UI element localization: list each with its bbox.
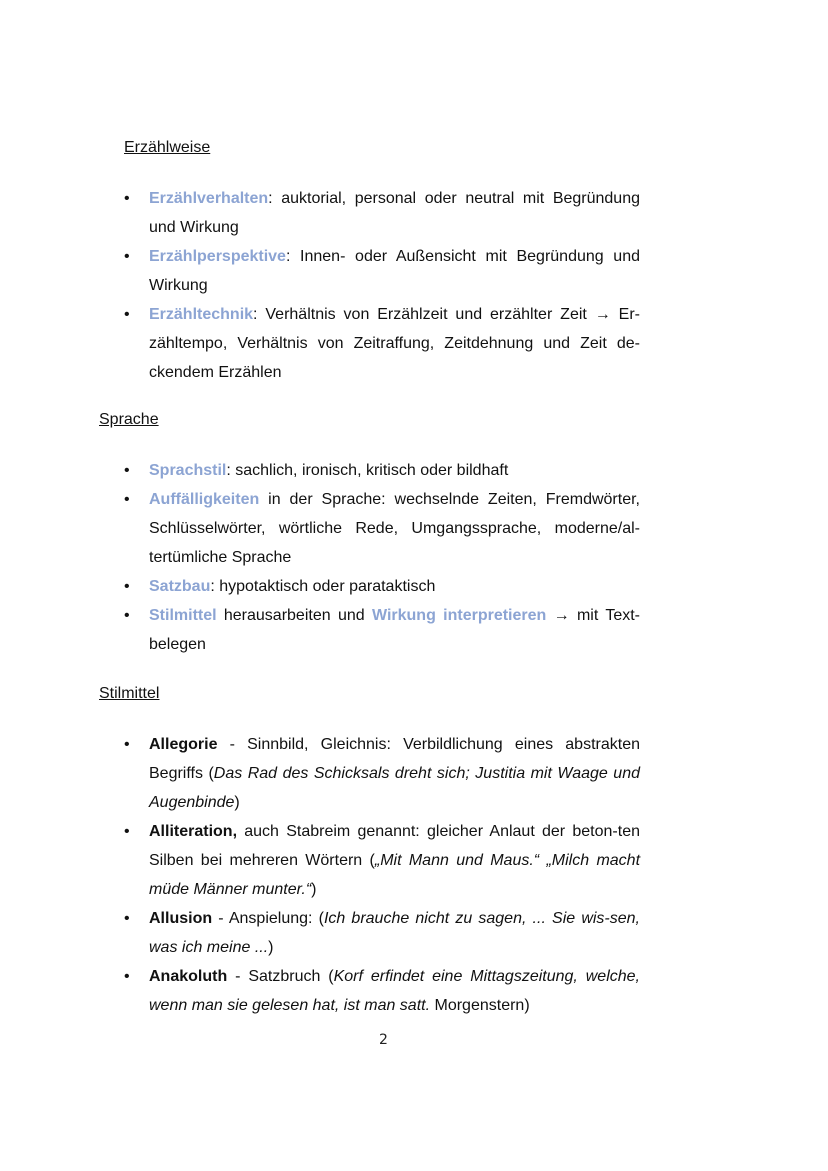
example: Ich brauche nicht zu sagen, ... Sie wis-sen, was ich meine ... xyxy=(149,910,640,956)
item-text: in der Sprache: wechselnde Zeiten, Fremdwörter, Schlüsselwörter, wörtliche Rede, Umgangssprache, moderne/al-tertümliche Sprache xyxy=(149,491,640,566)
item-close: ) xyxy=(234,794,240,811)
keyword: Erzählperspektive xyxy=(149,248,286,265)
list-item xyxy=(124,184,640,242)
term: Allegorie xyxy=(149,736,218,753)
list-item xyxy=(124,572,640,601)
term: Alliteration, xyxy=(149,823,238,840)
example: Das Rad des Schicksals dreht sich; Justitia mit Waage und Augenbinde xyxy=(149,765,640,811)
page-number: 2 xyxy=(379,1032,388,1048)
item-text: : auktorial, personal oder neutral mit Begründung und Wirkung xyxy=(149,190,640,236)
keyword: Wirkung interpretieren xyxy=(371,607,547,624)
item-text: : Verhältnis von Erzählzeit und erzählter Zeit → Er-zähltempo, Verhältnis von Zeitraffung, Zeitdehnung und Zeit de-ckendem Erzählen xyxy=(149,306,640,381)
stilmittel-list xyxy=(124,730,640,1020)
list-item xyxy=(124,730,640,817)
list-item xyxy=(124,242,640,300)
list-item xyxy=(124,962,640,1020)
list-item xyxy=(124,485,640,572)
item-text: herausarbeiten und xyxy=(216,607,372,624)
list-item xyxy=(124,300,640,387)
keyword: Satzbau xyxy=(149,578,211,595)
keyword: Stilmittel xyxy=(149,607,217,624)
term: Allusion xyxy=(149,910,213,927)
keyword: Sprachstil xyxy=(149,462,227,479)
example: Korf erfindet eine Mittagszeitung, welche, wenn man sie gelesen hat, ist man satt. xyxy=(149,968,641,1014)
item-text: - Sinnbild, Gleichnis: Verbildlichung eines abstrakten Begriffs ( xyxy=(149,736,640,782)
keyword: Erzähltechnik xyxy=(149,306,254,323)
list-item xyxy=(124,601,640,659)
item-text: - Satzbruch ( xyxy=(227,968,334,985)
item-close: ) xyxy=(268,939,274,956)
list-item xyxy=(124,904,640,962)
item-text: : Innen- oder Außensicht mit Begründung und Wirkung xyxy=(149,248,640,294)
item-close: ) xyxy=(311,881,317,898)
item-close: Morgenstern) xyxy=(430,997,530,1014)
example: „Mit Mann und Maus.“ „Milch macht müde Männer munter.“ xyxy=(149,852,641,898)
heading-erzaehlweise: Erzählweise xyxy=(124,139,211,156)
item-text: → mit Text-belegen xyxy=(149,607,641,653)
erzaehlweise-list xyxy=(124,184,640,387)
list-item xyxy=(124,456,640,485)
item-text: auch Stabreim genannt: gleicher Anlaut der beton-ten Silben bei mehreren Wörtern ( xyxy=(149,823,640,869)
item-text: : hypotaktisch oder parataktisch xyxy=(210,578,436,595)
heading-stilmittel: Stilmittel xyxy=(99,685,160,702)
term: Anakoluth xyxy=(149,968,228,985)
list-item xyxy=(124,817,640,904)
item-text: - Anspielung: ( xyxy=(212,910,324,927)
keyword: Auffälligkeiten xyxy=(149,491,260,508)
heading-sprache: Sprache xyxy=(99,411,159,428)
item-text: : sachlich, ironisch, kritisch oder bildhaft xyxy=(226,462,509,479)
sprache-list xyxy=(124,456,640,659)
keyword: Erzählverhalten xyxy=(149,190,269,207)
